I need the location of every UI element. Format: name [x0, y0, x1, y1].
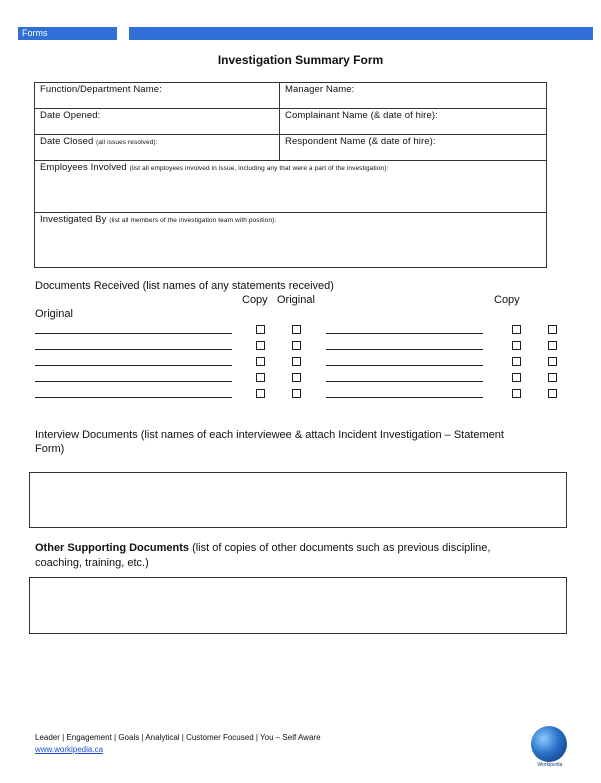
date-opened-label: Date Opened: [40, 110, 101, 121]
documents-heading: Documents Received (list names of any statements received) [35, 280, 334, 292]
interview-heading-cont: Form) [35, 443, 65, 455]
copy-checkbox-left[interactable] [256, 341, 265, 350]
footer-tagline: Leader | Engagement | Goals | Analytical | Customer Focused | You – Self Aware [35, 733, 321, 742]
doc-line-right[interactable] [326, 349, 483, 350]
other-heading-rest: (list of copies of other documents such as previous discipline, [192, 542, 491, 554]
copy-checkbox-right[interactable] [512, 373, 521, 382]
copy-checkbox-right[interactable] [512, 389, 521, 398]
employees-note: (list all employees involved in issue, including any that were a part of the investigation): [129, 165, 389, 172]
complainant-label: Complainant Name (& date of hire): [285, 110, 438, 121]
complainant-cell[interactable] [280, 109, 547, 135]
manager-label: Manager Name: [285, 84, 355, 95]
logo-text: Workipedia [537, 762, 563, 768]
manager-cell[interactable] [280, 83, 547, 109]
doc-line-right[interactable] [326, 365, 483, 366]
doc-line-right[interactable] [326, 333, 483, 334]
original-checkbox-right[interactable] [548, 373, 557, 382]
date-closed-note: (all issues resolved): [96, 139, 158, 146]
respondent-cell[interactable] [280, 135, 547, 161]
interview-heading: Interview Documents (list names of each interviewee & attach Incident Investigation – Statement [35, 429, 504, 441]
doc-line-left[interactable] [35, 397, 232, 398]
original-header-right: Original [35, 308, 73, 320]
original-checkbox-right[interactable] [548, 357, 557, 366]
copy-checkbox-left[interactable] [256, 373, 265, 382]
copy-checkbox-right[interactable] [512, 325, 521, 334]
investigated-cell[interactable] [35, 213, 547, 268]
other-textbox[interactable] [29, 577, 567, 634]
doc-line-right[interactable] [326, 397, 483, 398]
copy-header-left: Copy [242, 294, 268, 306]
original-checkbox-right[interactable] [548, 389, 557, 398]
employees-label: Employees Involved [40, 162, 127, 173]
original-checkbox-left[interactable] [292, 341, 301, 350]
original-checkbox-left[interactable] [292, 357, 301, 366]
function-label: Function/Department Name: [40, 84, 162, 95]
footer-link[interactable]: www.workipedia.ca [35, 745, 104, 754]
original-checkbox-left[interactable] [292, 389, 301, 398]
other-heading [35, 542, 575, 554]
date-closed-label: Date Closed [40, 136, 94, 147]
doc-line-left[interactable] [35, 333, 232, 334]
other-heading-cont: coaching, training, etc.) [35, 557, 149, 569]
original-checkbox-right[interactable] [548, 325, 557, 334]
info-table [34, 82, 547, 268]
copy-checkbox-right[interactable] [512, 341, 521, 350]
other-heading-bold: Other Supporting Documents [35, 542, 189, 554]
original-checkbox-right[interactable] [548, 341, 557, 350]
copy-checkbox-right[interactable] [512, 357, 521, 366]
date-opened-cell[interactable] [35, 109, 280, 135]
header-tab-label: Forms [22, 28, 48, 38]
original-checkbox-left[interactable] [292, 325, 301, 334]
copy-checkbox-left[interactable] [256, 357, 265, 366]
doc-line-left[interactable] [35, 349, 232, 350]
copy-checkbox-left[interactable] [256, 325, 265, 334]
original-header-left: Original [277, 294, 315, 306]
date-closed-cell[interactable] [35, 135, 280, 161]
investigated-note: (list all members of the investigation team with position): [109, 217, 277, 224]
copy-header-right: Copy [494, 294, 520, 306]
globe-logo-icon [531, 726, 567, 762]
doc-line-right[interactable] [326, 381, 483, 382]
original-checkbox-left[interactable] [292, 373, 301, 382]
form-title: Investigation Summary Form [217, 53, 384, 67]
doc-line-left[interactable] [35, 381, 232, 382]
interview-textbox[interactable] [29, 472, 567, 528]
copy-checkbox-left[interactable] [256, 389, 265, 398]
investigated-label: Investigated By [40, 214, 107, 225]
respondent-label: Respondent Name (& date of hire): [285, 136, 436, 147]
employees-cell[interactable] [35, 161, 547, 213]
header-bar-right [129, 27, 593, 40]
function-cell[interactable] [35, 83, 280, 109]
doc-line-left[interactable] [35, 365, 232, 366]
